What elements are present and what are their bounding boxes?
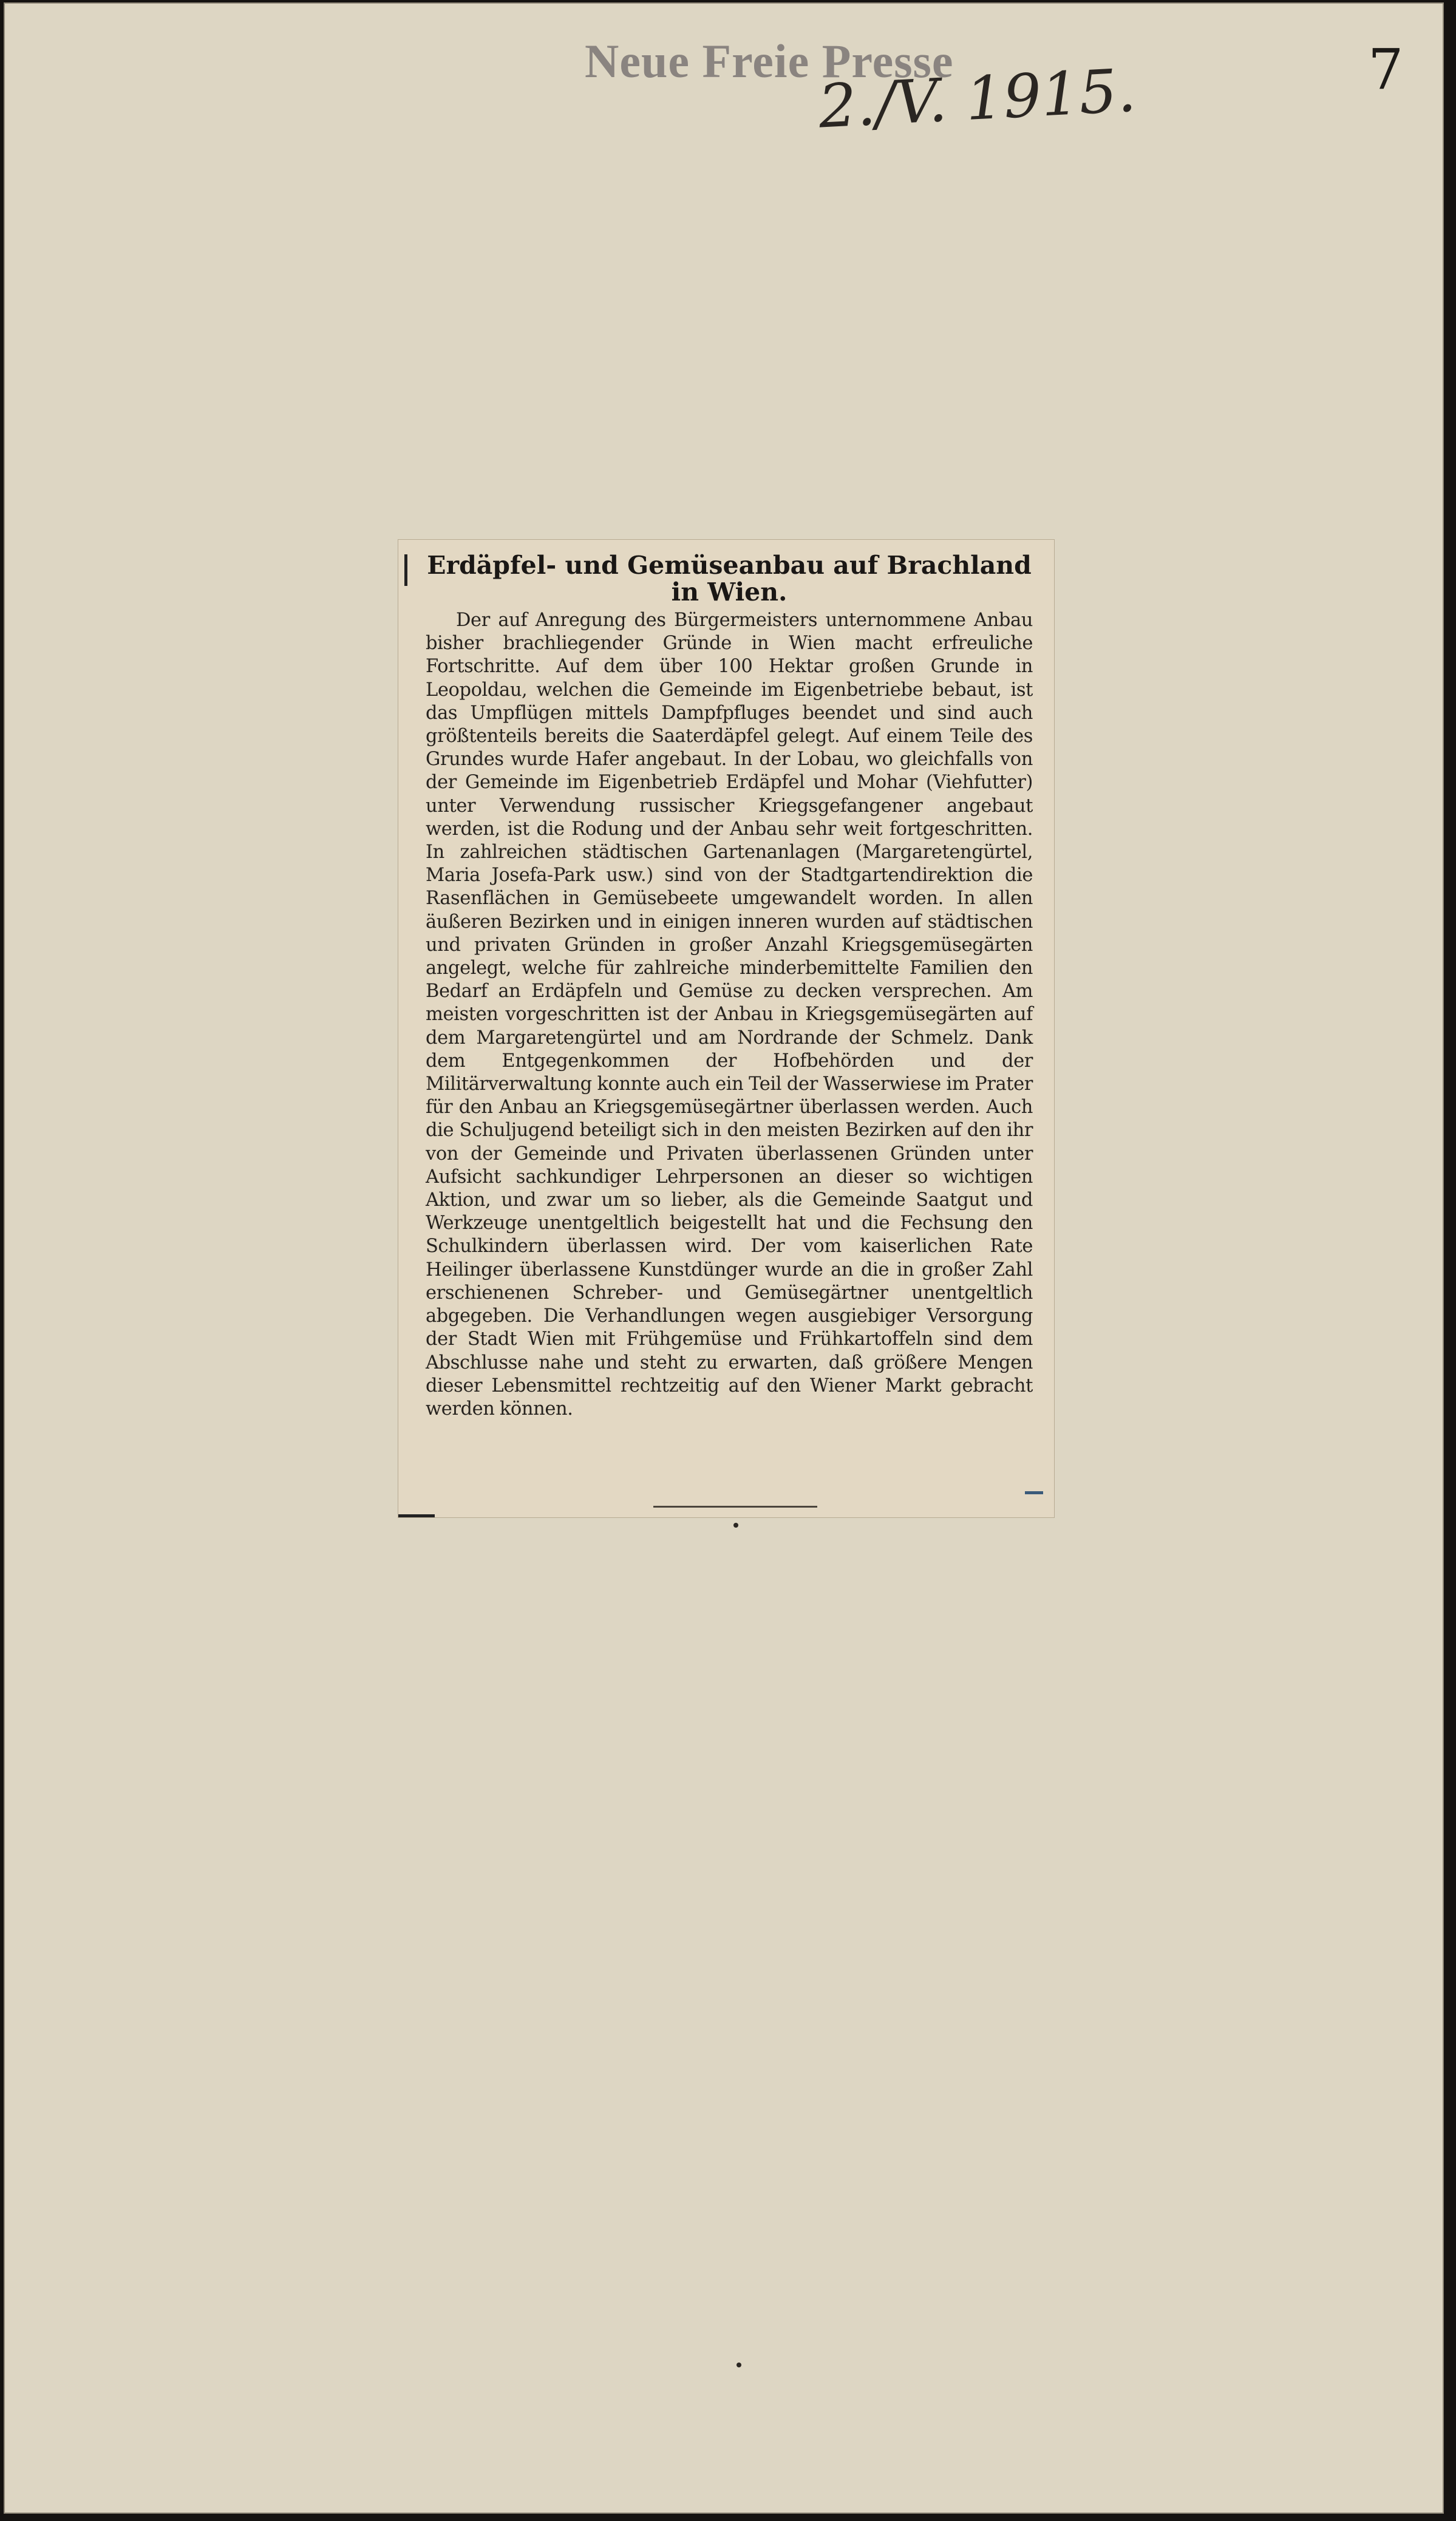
article-body: Der auf Anregung des Bürgermeisters unternommene Anbau bisher brachliegender Gründe in Wien macht erfreuliche Fortschritte. Auf dem über 100 Hektar großen Grunde in Leopoldau, welchen die Gemeinde im Eigenbetriebe bebaut, ist das Umpflügen mittels Dampfpfluges beendet und sind auch größtenteils bereits die Saaterdäpfel gelegt. Auf einem Teile des Grundes wurde Hafer angebaut. In der Lobau, wo gleichfalls von der Gemeinde im Eigenbetrieb Erdäpfel und Mohar (Viehfutter) unter Verwendung russischer Kriegsgefangener angebaut werden, ist die Rodung und der Anbau sehr weit fortgeschritten. In zahlreichen städtischen Gartenanlagen (Margaretengürtel, Maria Josefa-Park usw.) sind von der Stadtgartendirektion die Rasenflächen in Gemüsebeete umgewandelt worden. In allen äußeren Bezirken und in einigen inneren wurden auf städtischen und privaten Gründen in großer Anzahl Kriegsgemüsegärten angelegt, welche für zahlreiche minderbemittelte Familien den Bedarf an Erdäpfeln und Gemüse zu decken versprechen. Am meisten vorgeschritten ist der Anbau in Kriegsgemüsegärten auf dem Margaretengürtel und am Nordrande der Schmelz. Dank dem Entgegenkommen der Hofbehörden und der Militärverwaltung konnte auch ein Teil der Wasserwiese im Prater für den Anbau an Kriegsgemüsegärtner überlassen werden. Auch die Schuljugend beteiligt sich in den meisten Bezirken auf den ihr von der Gemeinde und Privaten überlassenen Gründen unter Aufsicht sachkundiger Lehrpersonen an dieser so wichtigen Aktion, und zwar um so lieber, als die Gemeinde Saatgut und Werkzeuge unentgeltlich beigestellt hat und die Fechsung den Schulkindern überlassen wird. Der vom kaiserlichen Rate Heilinger überlassene Kunstdünger wurde an die in großer Zahl erschienenen Schreber- und Gemüsegärtner unentgeltlich abgegeben. Die Verhandlungen wegen ausgiebiger Versorgung der Stadt Wien mit Frühgemüse und Frühkartoffeln sind dem Abschlusse nahe und steht zu erwarten, daß größere Mengen dieser Lebensmittel rechtzeitig auf den Wiener Markt gebracht werden können. (426, 610, 1033, 1420)
speck (733, 1523, 738, 1528)
newspaper-stamp: Neue Freie Presse (585, 35, 954, 87)
corner-mark (398, 1514, 435, 1517)
end-rule (653, 1506, 817, 1508)
margin-mark (404, 554, 407, 586)
ink-mark (1025, 1491, 1043, 1494)
handwritten-date: 2./V. 1915. (817, 56, 1138, 142)
archive-sheet (4, 2, 1444, 2514)
speck (737, 2363, 741, 2367)
newspaper-clipping (398, 539, 1055, 1518)
page-number: 7 (1368, 37, 1404, 102)
article-headline: Erdäpfel- und Gemüseanbau auf Brachland in Wien. (427, 551, 1032, 607)
